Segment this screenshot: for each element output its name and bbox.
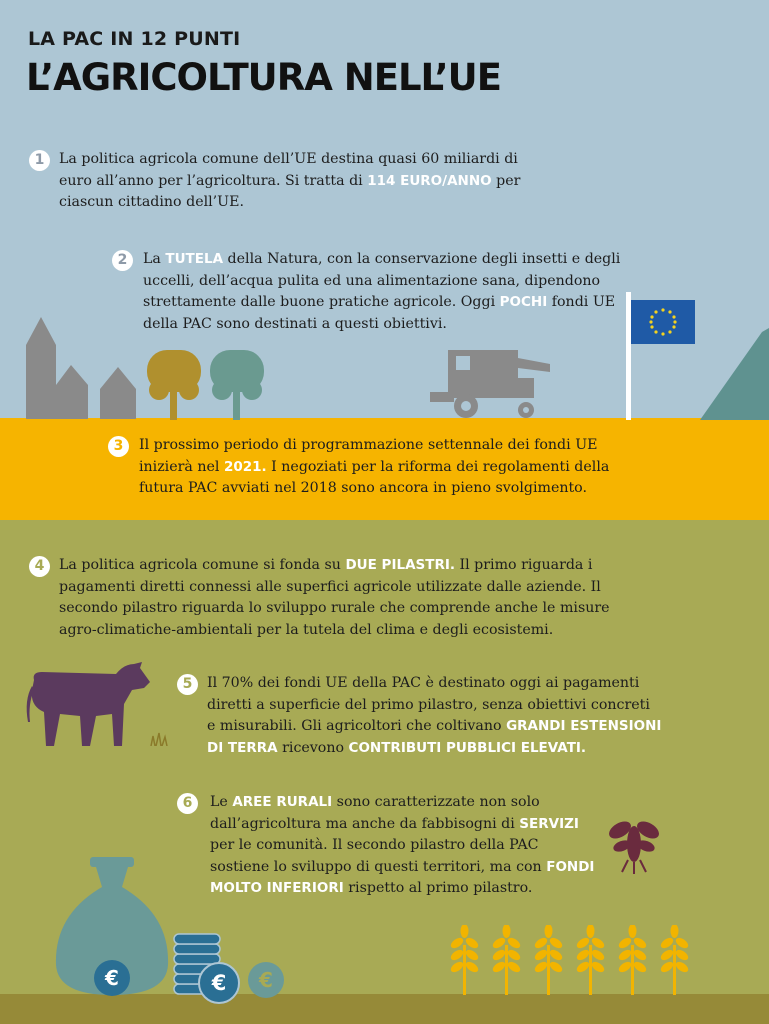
combine-harvester-icon xyxy=(428,348,556,420)
wheat-icon xyxy=(617,925,648,995)
point-1-text-b: per ciascun cittadino dell’UE. xyxy=(59,172,521,210)
point-3-text-b: I negoziati per la riforma dei regolamenti della futura PAC avviati nel 2018 sono ancora in pieno svolgimento. xyxy=(139,458,610,496)
point-4-text xyxy=(59,555,649,641)
point-6-highlight-a: AREE RURALI xyxy=(232,794,333,810)
cow-icon xyxy=(24,660,154,750)
church-icon xyxy=(26,317,88,419)
wheat-icon xyxy=(575,925,606,995)
point-4-highlight: DUE PILASTRI. xyxy=(345,557,455,573)
point-2-text-c: fondi UE della PAC sono destinati a questi obiettivi. xyxy=(143,294,616,332)
point-6-highlight-c: FONDI MOLTO INFERIORI xyxy=(210,858,595,896)
point-3-text-a: Il prossimo periodo di programmazione settennale dei fondi UE inizierà nel xyxy=(139,437,598,475)
eu-flag-icon xyxy=(622,292,698,420)
wheat-icon xyxy=(659,925,690,995)
point-2-text xyxy=(143,249,623,335)
point-1-highlight: 114 EURO/ANNO xyxy=(367,172,492,189)
point-6-text xyxy=(210,792,595,900)
page-title: L’AGRICOLTURA NELL’UE xyxy=(26,56,501,99)
village-illustration xyxy=(26,315,138,419)
point-4-number: 4 xyxy=(29,556,50,577)
mountain-icon xyxy=(700,328,769,420)
point-2-number: 2 xyxy=(112,250,133,271)
point-2-text-b: della Natura, con la conservazione degli insetti e degli uccelli, dell’acqua pulita ed una alimentazione sana, dipendono strettamente dalle buone pratiche agricole. Oggi xyxy=(143,251,621,310)
point-5-text-b: ricevono xyxy=(277,739,349,756)
point-6-highlight-b: SERVIZI xyxy=(519,815,579,832)
point-6-text-d: rispetto al primo pilastro. xyxy=(343,880,533,896)
point-6-text-c: per le comunità. Il secondo pilastro della PAC sostiene lo sviluppo di questi territori, ma con xyxy=(210,837,547,875)
point-2-text-a: La xyxy=(143,251,166,267)
point-5-number: 5 xyxy=(177,674,198,695)
point-5-highlight-a: GRANDI ESTENSIONI DI TERRA xyxy=(207,718,662,756)
point-6-text-a: Le xyxy=(210,794,233,810)
point-1-text-a: La politica agricola comune dell’UE destina quasi 60 miliardi di euro all’anno per l’agricoltura. Si tratta di xyxy=(59,151,518,189)
point-3-number: 3 xyxy=(108,436,129,457)
grass-icon xyxy=(150,732,168,746)
wheat-icon xyxy=(449,925,480,995)
point-5-text-a: Il 70% dei fondi UE della PAC è destinato oggi ai pagamenti diretti a superficie del primo pilastro, senza obiettivi concreti e misurabili. Gli agricoltori che coltivano xyxy=(207,675,650,734)
point-5-highlight-b: CONTRIBUTI PUBBLICI ELEVATI. xyxy=(348,739,587,756)
point-4-text-a: La politica agricola comune si fonda su xyxy=(59,557,346,573)
euro-coin-icon: € xyxy=(248,962,284,998)
bee-icon xyxy=(606,812,664,874)
point-2-highlight-b: POCHI xyxy=(499,294,548,310)
tree-icon xyxy=(145,348,203,420)
point-3-highlight: 2021. xyxy=(223,458,267,475)
tree-icon xyxy=(208,348,266,420)
point-6-text-b: sono caratterizzate non solo dall’agricoltura ma anche da fabbisogni di xyxy=(210,794,540,832)
point-3-text xyxy=(139,435,629,500)
point-5-text xyxy=(207,673,662,759)
point-4-text-b: Il primo riguarda i pagamenti diretti connessi alle superfici agricole utilizzate dalle aziende. Il secondo pilastro riguarda lo sviluppo rurale che comprende anche le misure agro-climatiche-ambientali per la tutela del clima e degli ecosistemi. xyxy=(59,557,610,638)
euro-coin-icon: € xyxy=(198,962,240,1004)
ground-band xyxy=(0,994,769,1024)
wheat-icon xyxy=(533,925,564,995)
wheat-icon xyxy=(491,925,522,995)
point-1-number: 1 xyxy=(29,150,50,171)
house-icon xyxy=(100,367,136,419)
kicker: LA PAC IN 12 PUNTI xyxy=(28,28,241,50)
point-2-highlight-a: TUTELA xyxy=(165,251,224,267)
euro-coin-icon: € xyxy=(94,960,130,996)
point-1-text xyxy=(59,149,529,214)
point-6-number: 6 xyxy=(177,793,198,814)
wheat-row xyxy=(444,925,696,995)
